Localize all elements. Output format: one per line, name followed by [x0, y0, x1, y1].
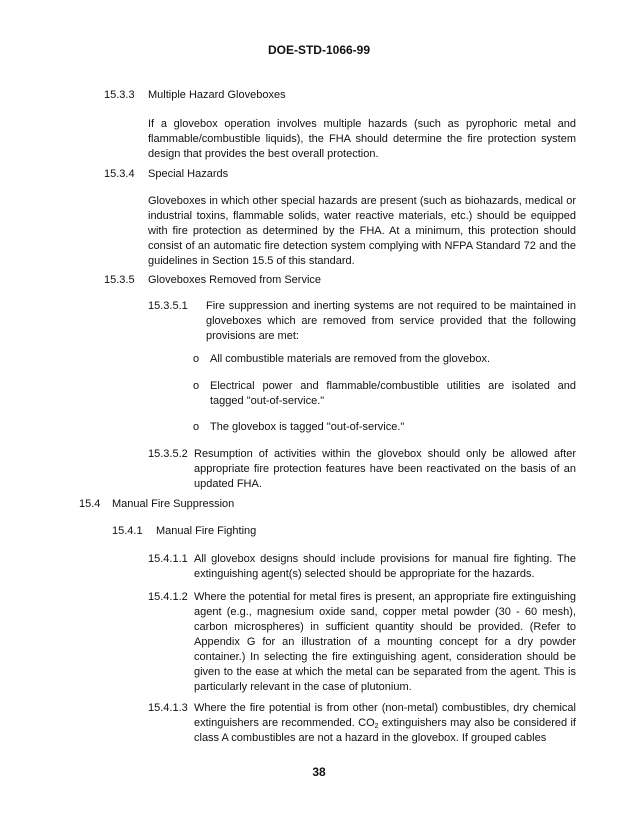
subsection-title: Manual Fire Fighting	[156, 525, 257, 537]
section-number: 15.3.5	[104, 274, 135, 286]
paragraph-body: Where the potential for metal fires is present, an appropriate fire extinguishing agent (e.g., magnesium oxide sand, copper metal powder (30 - 60 mesh), carbon microspheres) in sufficient quantity should be provided. (Refer to Appendix G for an illustration of a mounting concept for a dry powder container.) In selecting the fire extinguishing agent, consideration should be given to the ease at which the metal can be separated from the agent. This is particularly relevant in the case of plutonium.	[194, 591, 576, 693]
paragraph-number: 15.3.5.1	[148, 300, 188, 312]
section-body: If a glovebox operation involves multiple hazards (such as pyrophoric metal and flammable/combustible liquids), the FHA should determine the fire protection system design that provides the best overall protection.	[148, 118, 576, 160]
document-header: DOE-STD-1066-99	[267, 43, 371, 57]
paragraph-body: All glovebox designs should include provisions for manual fire fighting. The extinguishing agent(s) selected should be appropriate for the hazards.	[194, 553, 576, 580]
bullet-marker: o	[193, 380, 200, 392]
page-number: 38	[312, 765, 326, 779]
paragraph-number: 15.3.5.2	[148, 448, 188, 460]
section-body: Gloveboxes in which other special hazards are present (such as biohazards, medical or industrial toxins, flammable solids, water reactive materials, etc.) should be equipped with fire protection as determined by the FHA. At a minimum, this protection should consist of an automatic fire detection system complying with NFPA Standard 72 and the guidelines in Section 15.5 of this standard.	[148, 195, 576, 267]
bullet-item: The glovebox is tagged "out-of-service."	[210, 421, 405, 433]
paragraph-number: 15.4.1.2	[148, 591, 188, 603]
subsection-number: 15.4.1	[112, 525, 143, 537]
paragraph-text: Where the fire potential is from other (non-metal) combustibles, dry chemical extinguishers are recommended. CO	[194, 702, 576, 729]
paragraph-number: 15.4.1.3	[148, 702, 188, 714]
paragraph-body: Fire suppression and inerting systems are not required to be maintained in gloveboxes which are removed from service provided that the following provisions are met:	[206, 300, 576, 342]
bullet-item: All combustible materials are removed from the glovebox.	[210, 353, 491, 365]
bullet-marker: o	[193, 421, 200, 433]
paragraph-body: Resumption of activities within the glovebox should only be allowed after appropriate fire protection features have been reactivated on the basis of an updated FHA.	[194, 448, 576, 490]
paragraph-body	[194, 701, 576, 746]
section-number: 15.3.3	[104, 89, 135, 101]
section-title: Special Hazards	[148, 168, 229, 180]
subscript: 2	[374, 723, 379, 730]
paragraph-text: extinguishers may also be considered if class A combustibles are not a hazard in the glovebox. If grouped cables	[194, 717, 576, 744]
paragraph-number: 15.4.1.1	[148, 553, 188, 565]
section-title: Gloveboxes Removed from Service	[148, 274, 322, 286]
section-title: Multiple Hazard Gloveboxes	[148, 89, 286, 101]
bullet-marker: o	[193, 353, 200, 365]
bullet-item: Electrical power and flammable/combustible utilities are isolated and tagged "out-of-service."	[210, 380, 576, 407]
section-title: Manual Fire Suppression	[112, 498, 235, 510]
section-number: 15.4	[79, 498, 101, 510]
section-number: 15.3.4	[104, 168, 135, 180]
